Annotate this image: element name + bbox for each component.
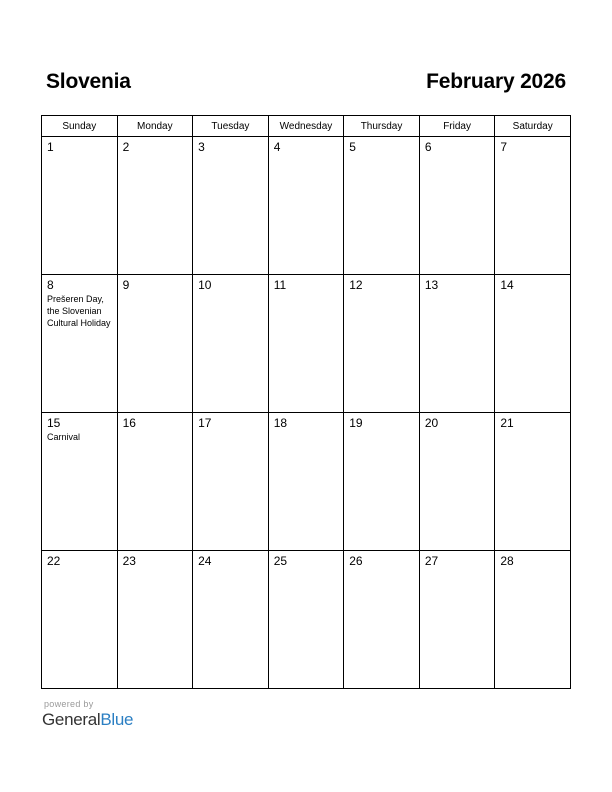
- weekday-header-row: [42, 116, 571, 137]
- day-cell: [117, 137, 193, 275]
- week-row: [42, 413, 571, 551]
- holiday-label: Carnival: [47, 432, 81, 442]
- weekday-header-tuesday: Tuesday: [193, 116, 269, 137]
- day-cell: [117, 275, 193, 413]
- day-cell: [495, 137, 571, 275]
- day-cell: [419, 137, 495, 275]
- day-cell: [193, 551, 269, 689]
- day-number: 16: [122, 416, 136, 430]
- weekday-header-sunday: Sunday: [42, 116, 118, 137]
- weekday-header-saturday: Saturday: [495, 116, 571, 137]
- month-year-title: February 2026: [426, 70, 566, 93]
- day-cell: [268, 413, 344, 551]
- day-cell: [495, 551, 571, 689]
- day-number: 11: [273, 278, 287, 292]
- day-number: 15: [47, 416, 61, 430]
- powered-by-label: powered by: [44, 699, 94, 709]
- day-number: 24: [198, 554, 212, 568]
- day-cell: [344, 275, 420, 413]
- day-cell: [344, 413, 420, 551]
- day-cell: [268, 137, 344, 275]
- day-number: 18: [273, 416, 288, 430]
- day-number: 13: [424, 278, 439, 292]
- day-cell: [117, 551, 193, 689]
- day-cell: [268, 551, 344, 689]
- day-cell: [419, 413, 495, 551]
- day-cell: [419, 551, 495, 689]
- day-number: 17: [198, 416, 212, 430]
- day-number: 1: [47, 140, 54, 154]
- day-number: 3: [198, 140, 205, 154]
- day-number: 28: [500, 554, 514, 568]
- day-number: 22: [47, 554, 61, 568]
- day-number: 9: [122, 278, 130, 292]
- day-cell: [268, 275, 344, 413]
- day-cell: [344, 551, 420, 689]
- weekday-header-thursday: Thursday: [344, 116, 420, 137]
- day-cell: [117, 413, 193, 551]
- day-cell: [42, 551, 118, 689]
- day-cell: [344, 137, 420, 275]
- brand-name-part1: General: [42, 710, 101, 729]
- day-number: 26: [349, 554, 363, 568]
- day-number: 23: [122, 554, 136, 568]
- day-number: 8: [47, 278, 54, 292]
- day-number: 10: [198, 278, 212, 292]
- day-cell: [495, 413, 571, 551]
- day-cell: [193, 137, 269, 275]
- day-number: 7: [500, 140, 508, 154]
- day-cell: [495, 275, 571, 413]
- weekday-header-monday: Monday: [117, 116, 193, 137]
- day-cell: [42, 413, 118, 551]
- brand-name-part2: Blue: [100, 710, 134, 729]
- week-row: [42, 551, 571, 689]
- day-number: 2: [122, 140, 130, 154]
- weekday-header-friday: Friday: [419, 116, 495, 137]
- day-number: 4: [273, 140, 281, 154]
- day-cell: [42, 137, 118, 275]
- day-cell: [42, 275, 118, 413]
- day-number: 6: [424, 140, 432, 154]
- day-number: 14: [500, 278, 514, 292]
- country-title: Slovenia: [46, 70, 131, 93]
- day-cell: [419, 275, 495, 413]
- day-cell: [193, 275, 269, 413]
- day-number: 21: [500, 416, 514, 430]
- generalblue-logo[interactable]: [42, 710, 133, 730]
- holiday-label: Prešeren Day, the Slovenian Cultural Holiday: [47, 294, 111, 328]
- day-number: 20: [424, 416, 439, 430]
- day-number: 12: [349, 278, 363, 292]
- day-cell: [193, 413, 269, 551]
- calendar-grid: [41, 115, 571, 689]
- day-number: 19: [349, 416, 363, 430]
- day-number: 27: [424, 554, 439, 568]
- week-row: [42, 275, 571, 413]
- day-number: 25: [273, 554, 288, 568]
- week-row: [42, 137, 571, 275]
- weekday-header-wednesday: Wednesday: [268, 116, 344, 137]
- day-number: 5: [349, 140, 356, 154]
